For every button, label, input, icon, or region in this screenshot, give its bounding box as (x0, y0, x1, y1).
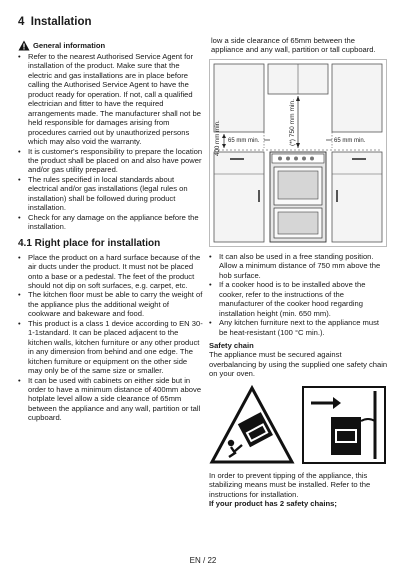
list-item: • It is customer's responsibility to prepare the location the product shall be placed on and also have power and/or gas utility prepared. (18, 147, 203, 175)
section-number: 4 (18, 16, 25, 28)
label-65-right: 65 mm min. (334, 137, 366, 144)
general-bullet-list (18, 52, 203, 232)
safety-chain-icon (301, 385, 387, 465)
label-65-left: 65 mm min. (228, 137, 260, 144)
right-place-bullet-list (18, 253, 203, 423)
page-number: EN / 22 (189, 556, 217, 565)
warning-icon (18, 40, 30, 51)
label-750-min: (*) 750 mm min. (289, 99, 296, 146)
safety-chain-bold-line: If your product has 2 safety chains; (209, 499, 337, 509)
list-item: • Place the product on a hard surface because of the air ducts under the product. It must not be placed onto a base or a pedestal. The feet of the product should not dip on soft surfaces, e.g. carpet, etc. (18, 253, 203, 291)
safety-chain-text: The appliance must be secured against overbalancing by using the supplied one safety chain on your oven. (209, 350, 388, 379)
list-item: • It can also be used in a free standing position. Allow a minimum distance of 750 mm above the hob surface. (209, 252, 389, 280)
list-item: • If a cooker hood is to be installed above the cooker, refer to the instructions of the manufacturer of the cooker hood regarding installation height (min. 650 mm). (209, 280, 389, 318)
tipping-warning-icon (209, 385, 295, 465)
safety-chain-figures (209, 385, 389, 465)
list-item: • It can be used with cabinets on either side but in order to have a minimum distance of 400mm above hotplate level allow a side clearance of 65mm between the appliance and any wall, partition or tall cupboard. (18, 376, 203, 423)
list-item: • Check for any damage on the appliance before the installation. (18, 213, 203, 232)
safety-chain-heading: Safety chain (209, 340, 254, 350)
general-information-heading (18, 40, 203, 51)
list-item: • Any kitchen furniture next to the appliance must be heat-resistant (100 °C min.). (209, 318, 389, 337)
list-item: • The rules specified in local standards about electrical and/or gas installations (legal rules on installation) shall be followed during product installation. (18, 175, 203, 213)
list-item: • Refer to the nearest Authorised Service Agent for installation of the product. Make sure that the electric and gas installations are in place before calling the Authorised Service Agent to have the product ready for operation. If not, call a qualified electrician and fitter to have the required arrangements made. The manufacturer shall not be held responsible for damages arising from procedures carried out by unauthorized persons which may also void the warranty. (18, 52, 203, 147)
section-title-text: Installation (30, 16, 92, 28)
list-item: • This product is a class 1 device according to EN 30-1-1standard. It can be placed adjacent to the kitchen walls, kitchen furniture or any other product in any dimension from behind and one edge. The kitchen furniture or equipment on the other side may only be of the same size or smaller. (18, 319, 203, 376)
left-column (18, 40, 203, 423)
right-column (209, 36, 389, 509)
section-title (18, 16, 92, 28)
label-400-min: 400 mm min. (214, 120, 221, 156)
continued-paragraph: low a side clearance of 65mm between the appliance and any wall, partition or tall cupboard. (211, 36, 376, 55)
safety-chain-after-text: In order to prevent tipping of the appliance, this stabilizing means must be installed. Refer to the instructions for installation. (209, 470, 371, 499)
subsection-heading: 4.1 Right place for installation (18, 237, 161, 249)
general-information-heading-text: General information (33, 41, 106, 50)
installation-clearance-diagram (209, 59, 387, 247)
list-item: • The kitchen floor must be able to carry the weight of the appliance plus the additional weight of cookware and bakeware and food. (18, 290, 203, 318)
right-bullet-list (209, 252, 389, 337)
